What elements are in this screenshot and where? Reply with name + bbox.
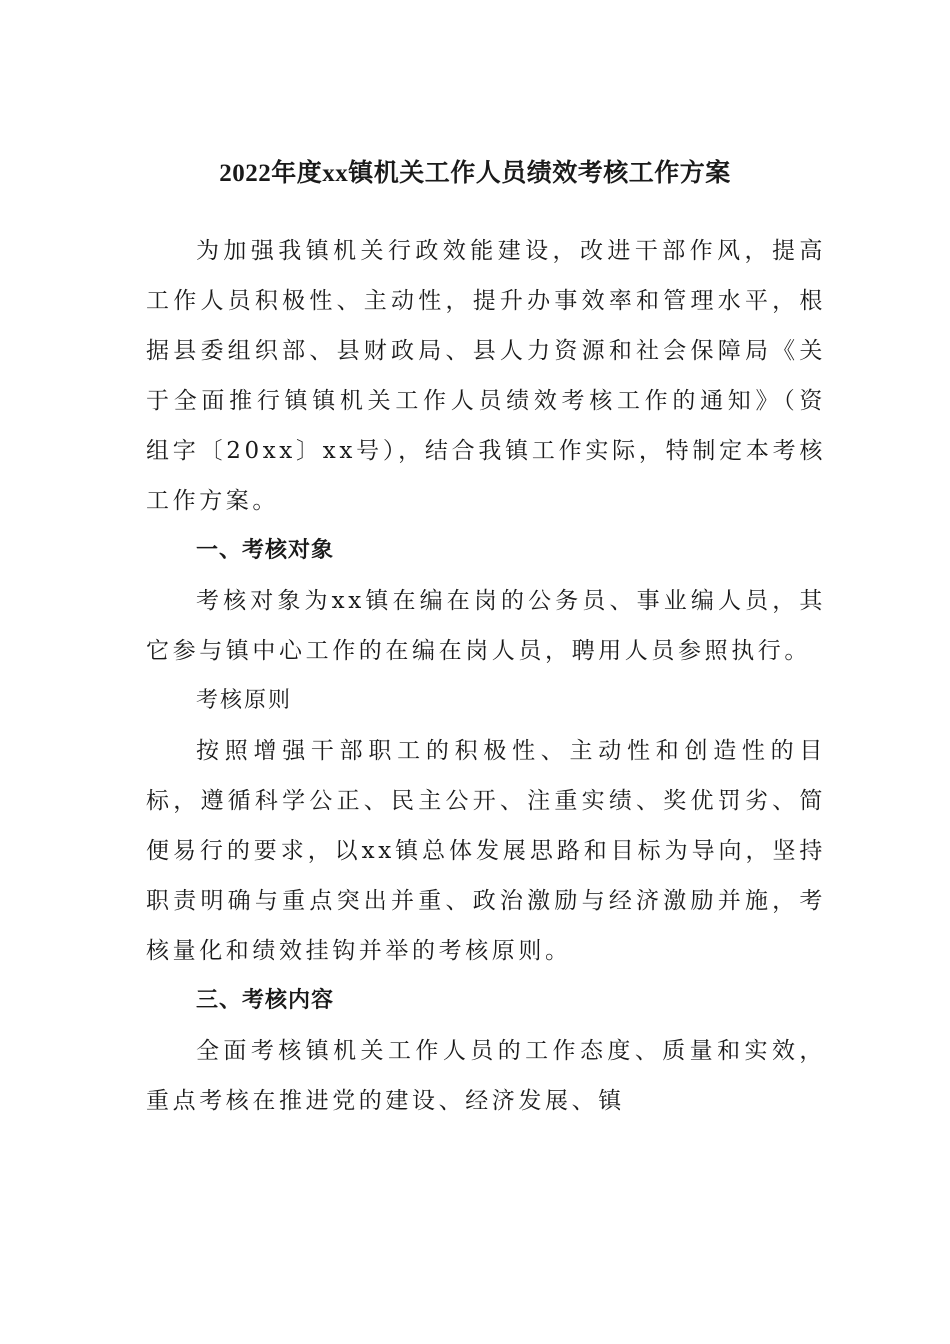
intro-paragraph: 为加强我镇机关行政效能建设，改进干部作风，提高工作人员积极性、主动性，提升办事效率和管理水平，根据县委组织部、县财政局、县人力资源和社会保障局《关于全面推行镇镇机关工作人员绩效考核工作的通知》（资组字〔20xx〕xx号），结合我镇工作实际，特制定本考核工作方案。: [146, 238, 826, 514]
section-paragraph-objects: 考核对象为xx镇在编在岗的公务员、事业编人员，其它参与镇中心工作的在编在岗人员，聘用人员参照执行。: [146, 588, 826, 664]
section-paragraph-content: 全面考核镇机关工作人员的工作态度、质量和实效，重点考核在推进党的建设、经济发展、镇: [146, 1038, 826, 1114]
section-heading-principles: 考核原则: [196, 688, 293, 713]
section-paragraph-principles: 按照增强干部职工的积极性、主动性和创造性的目标，遵循科学公正、民主公开、注重实绩、奖优罚劣、简便易行的要求，以xx镇总体发展思路和目标为导向，坚持职责明确与重点突出并重、政治激励与经济激励并施，考核量化和绩效挂钩并举的考核原则。: [146, 738, 826, 964]
section-heading-content: 三、考核内容: [196, 988, 335, 1013]
document-body: [146, 226, 826, 1126]
section-heading-objects: 一、考核对象: [196, 538, 335, 563]
document-title: 2022年度xx镇机关工作人员绩效考核工作方案: [219, 160, 731, 187]
